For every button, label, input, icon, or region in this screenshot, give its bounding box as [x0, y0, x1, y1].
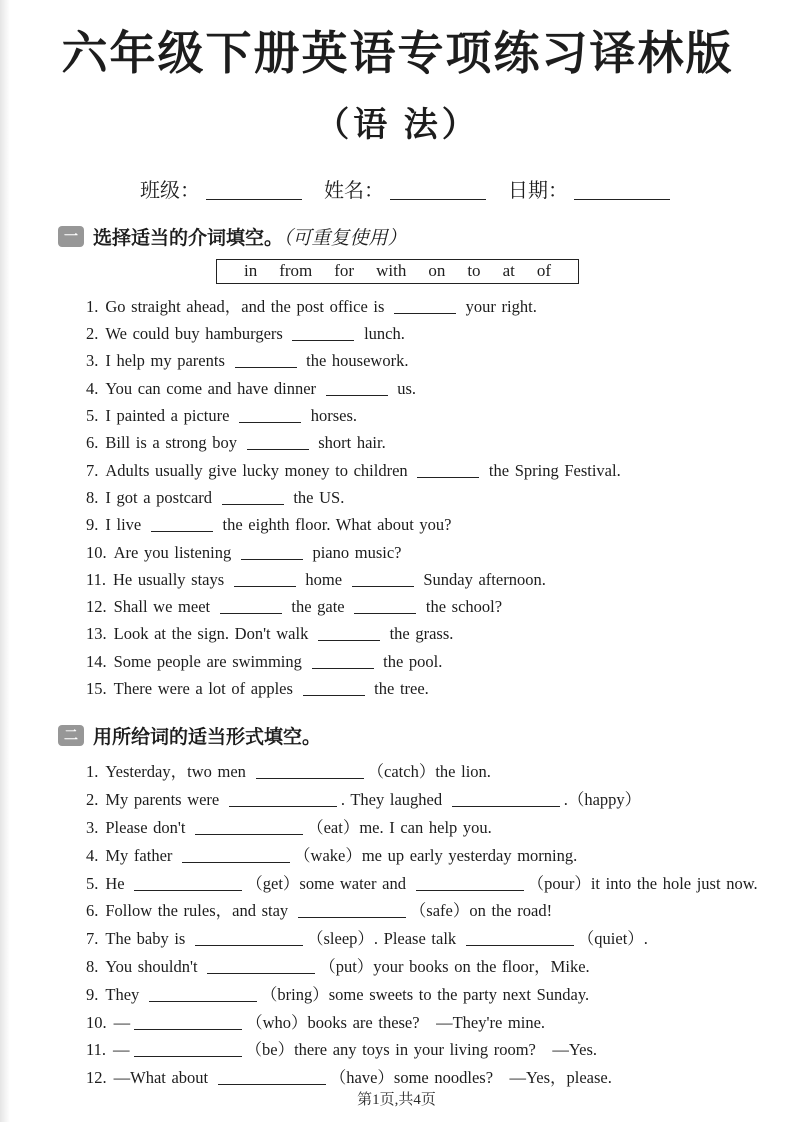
answer-blank[interactable]: [292, 325, 354, 341]
answer-blank[interactable]: [134, 1041, 242, 1057]
header-field: [508, 180, 670, 202]
answer-blank[interactable]: [452, 791, 560, 807]
question-row: [86, 897, 737, 925]
question-text: You can come and have dinner us.: [105, 378, 417, 398]
question-row: [86, 457, 737, 484]
question-row: [86, 620, 737, 647]
question-row: [86, 758, 737, 786]
word-bank-item: with: [376, 260, 407, 280]
answer-blank[interactable]: [466, 930, 574, 946]
question-text: Some people are swimming the pool.: [113, 651, 443, 671]
section-two-heading-row: [58, 722, 737, 749]
answer-blank[interactable]: [182, 847, 290, 863]
answer-blank[interactable]: [352, 571, 414, 587]
header-field-label: 日期：: [508, 179, 568, 202]
question-number: 7.: [86, 929, 99, 949]
question-number: 9.: [86, 984, 99, 1004]
question-number: 10.: [86, 1012, 107, 1032]
answer-blank[interactable]: [416, 875, 524, 891]
page-number-footer: 第1页,共4页: [357, 1092, 436, 1108]
answer-blank[interactable]: [134, 1014, 242, 1030]
header-field-blank-line[interactable]: [206, 181, 302, 200]
question-row: [86, 1009, 737, 1037]
answer-blank[interactable]: [312, 653, 374, 669]
question-text: — （be）there any toys in your living room? —Yes.: [113, 1040, 598, 1060]
section-two-heading-text: 用所给词的适当形式填空。: [93, 727, 322, 749]
question-list-two: [86, 758, 758, 1092]
question-number: 10.: [86, 542, 107, 562]
question-text: — （who）books are these? —They're mine.: [113, 1012, 546, 1032]
answer-blank[interactable]: [207, 958, 315, 974]
question-row: [86, 511, 737, 538]
question-number: 1.: [86, 296, 99, 316]
word-bank-item: of: [536, 260, 552, 280]
header-field-label: 姓名：: [324, 179, 384, 202]
question-number: 5.: [86, 873, 99, 893]
header-field-label: 班级：: [140, 179, 200, 202]
answer-blank[interactable]: [218, 1069, 326, 1085]
question-text: Shall we meet the gate the school?: [113, 597, 503, 617]
question-text: The baby is （sleep）. Please talk （quiet）.: [105, 929, 648, 949]
question-text: You shouldn't （put）your books on the floor，Mike.: [105, 956, 590, 976]
answer-blank[interactable]: [354, 598, 416, 614]
section-one-heading-text: 选择适当的介词填空。: [93, 227, 284, 249]
question-list-one: [86, 293, 737, 702]
question-row: [86, 593, 737, 620]
question-row: [86, 870, 758, 898]
question-row: [86, 429, 737, 456]
question-number: 9.: [86, 515, 99, 535]
question-number: 11.: [86, 1040, 107, 1060]
answer-blank[interactable]: [234, 571, 296, 587]
header-field-blank-line[interactable]: [390, 181, 486, 200]
answer-blank[interactable]: [149, 986, 257, 1002]
question-text: Go straight ahead，and the post office is your right.: [105, 296, 537, 316]
answer-blank[interactable]: [241, 544, 303, 560]
question-row: [86, 953, 737, 981]
question-row: [86, 484, 737, 511]
answer-blank[interactable]: [326, 380, 388, 396]
answer-blank[interactable]: [298, 902, 406, 918]
question-text: —What about （have）some noodles? —Yes，please.: [113, 1068, 612, 1088]
word-bank-item: from: [279, 260, 313, 280]
question-text: Please don't （eat）me. I can help you.: [105, 817, 492, 837]
answer-blank[interactable]: [417, 462, 479, 478]
question-row: [86, 539, 737, 566]
question-row: [86, 814, 737, 842]
question-number: 8.: [86, 956, 99, 976]
answer-blank[interactable]: [151, 516, 213, 532]
question-number: 4.: [86, 378, 99, 398]
section-one-heading: [93, 223, 407, 250]
question-text: Bill is a strong boy short hair.: [105, 433, 386, 453]
question-number: 14.: [86, 651, 107, 671]
section-two-heading: [93, 722, 321, 749]
word-bank-item: to: [467, 260, 481, 280]
question-number: 13.: [86, 624, 107, 644]
question-number: 5.: [86, 406, 99, 426]
question-number: 8.: [86, 487, 99, 507]
question-text: I live the eighth floor. What about you?: [105, 515, 452, 535]
answer-blank[interactable]: [195, 930, 303, 946]
word-bank-item: on: [428, 260, 446, 280]
question-number: 7.: [86, 460, 99, 480]
question-number: 3.: [86, 817, 99, 837]
question-text: There were a lot of apples the tree.: [113, 679, 429, 699]
question-text: He usually stays home Sunday afternoon.: [113, 569, 546, 589]
question-text: I painted a picture horses.: [105, 406, 357, 426]
question-row: [86, 375, 737, 402]
section-word-forms: [58, 722, 758, 1092]
section-one-heading-row: [58, 223, 737, 250]
header-field-blank-line[interactable]: [574, 181, 670, 200]
word-bank-item: for: [334, 260, 355, 280]
answer-blank[interactable]: [195, 819, 303, 835]
answer-blank[interactable]: [256, 763, 364, 779]
question-row: [86, 402, 737, 429]
question-text: Are you listening piano music?: [113, 542, 402, 562]
question-text: Follow the rules，and stay （safe）on the road!: [105, 901, 553, 921]
question-number: 2.: [86, 790, 99, 810]
question-text: Adults usually give lucky money to children the Spring Festival.: [105, 460, 621, 480]
section-one-marker-badge: 一: [58, 226, 84, 247]
question-text: Look at the sign. Don't walk the grass.: [113, 624, 454, 644]
question-row: [86, 293, 737, 320]
word-bank-item: in: [243, 260, 258, 280]
question-number: 6.: [86, 433, 99, 453]
answer-blank[interactable]: [220, 598, 282, 614]
header-field: [324, 180, 486, 202]
question-text: I help my parents the housework.: [105, 351, 409, 371]
question-row: [86, 842, 737, 870]
section-one-heading-note: （可重复使用）: [283, 227, 407, 249]
question-number: 15.: [86, 679, 107, 699]
question-text: My parents were . They laughed .（happy）: [105, 790, 642, 810]
question-text: Yesterday，two men （catch）the lion.: [105, 762, 491, 782]
question-number: 1.: [86, 762, 99, 782]
question-row: [86, 1036, 737, 1064]
question-row: [86, 925, 737, 953]
word-bank-box: [216, 259, 579, 284]
question-row: [86, 648, 737, 675]
word-bank-item: at: [502, 260, 515, 280]
answer-blank[interactable]: [239, 407, 301, 423]
question-row: [86, 347, 737, 374]
section-prepositions: [58, 223, 737, 702]
question-number: 11.: [86, 569, 107, 589]
question-text: They （bring）some sweets to the party next Sunday.: [105, 984, 590, 1004]
answer-blank[interactable]: [134, 875, 242, 891]
page-title: 六年级下册英语专项练习译林版: [61, 28, 734, 79]
answer-blank[interactable]: [222, 489, 284, 505]
question-text: We could buy hamburgers lunch.: [105, 324, 405, 344]
page-subtitle: （语 法）: [315, 106, 480, 144]
question-row: [86, 786, 737, 814]
answer-blank[interactable]: [247, 434, 309, 450]
question-text: He （get）some water and （pour）it into the hole just now.: [105, 873, 758, 893]
question-number: 6.: [86, 901, 99, 921]
question-number: 4.: [86, 845, 99, 865]
question-text: I got a postcard the US.: [105, 487, 345, 507]
question-number: 12.: [86, 597, 107, 617]
question-number: 2.: [86, 324, 99, 344]
question-number: 12.: [86, 1068, 107, 1088]
answer-blank[interactable]: [229, 791, 337, 807]
answer-blank[interactable]: [318, 625, 380, 641]
header-fields: [140, 174, 737, 203]
question-text: My father （wake）me up early yesterday morning.: [105, 845, 578, 865]
question-row: [86, 981, 737, 1009]
answer-blank[interactable]: [303, 680, 365, 696]
answer-blank[interactable]: [235, 352, 297, 368]
question-row: [86, 320, 737, 347]
header-field: [140, 180, 302, 202]
answer-blank[interactable]: [394, 298, 456, 314]
question-row: [86, 566, 737, 593]
section-two-marker-badge: 二: [58, 725, 84, 746]
question-number: 3.: [86, 351, 99, 371]
question-row: [86, 675, 737, 702]
